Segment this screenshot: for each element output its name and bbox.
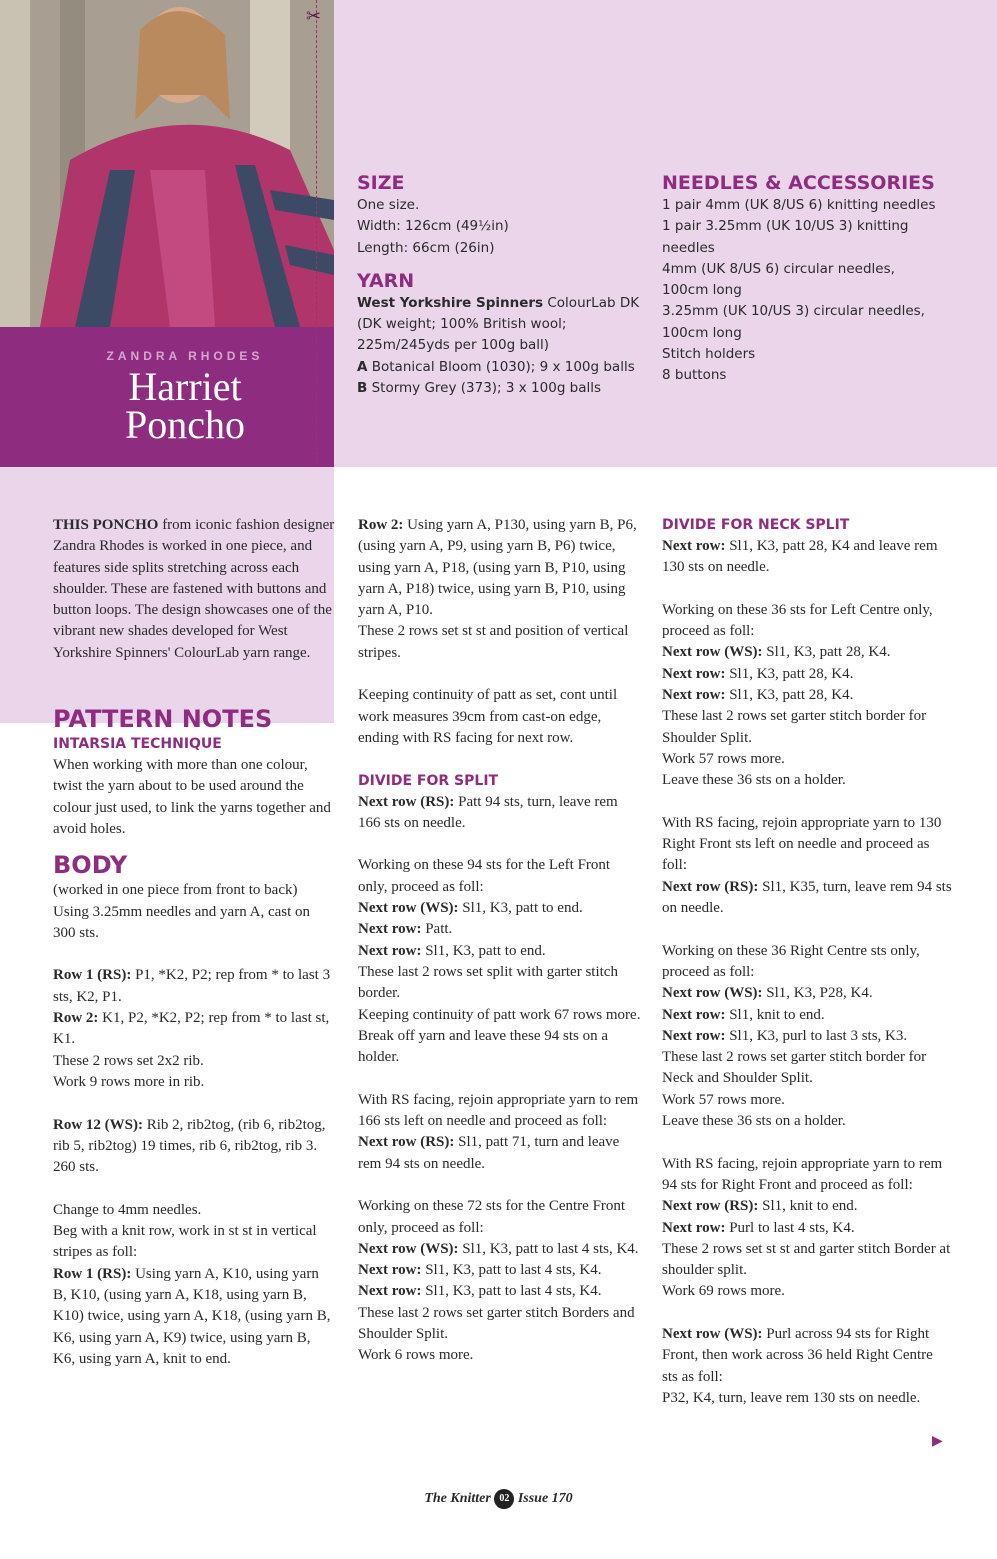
neck-row-7: Next row: Sl1, knit to end. [662, 1006, 825, 1023]
garter-shoulder: These last 2 rows set garter stitch border for Shoulder Split. [662, 708, 927, 746]
leave-36: Leave these 36 sts on a holder. [662, 772, 846, 789]
yarn-line: 225m/245yds per 100g ball) [357, 337, 550, 354]
break-yarn: Break off yarn and leave these 94 sts on a holder. [358, 1027, 609, 1066]
body-row-1: Row 1 (RS): P1, *K2, P2; rep from * to last 3 sts, K2, P1. [53, 967, 331, 1005]
yarn-heading: YARN [357, 269, 415, 292]
needles-line: 3.25mm (UK 10/US 3) circular needles, [662, 303, 925, 320]
keeping-continuity: Keeping continuity of patt as set, cont until work measures 39cm from cast-on edge, ending with RS facing for next row. [358, 687, 618, 746]
needles-block [662, 171, 962, 387]
split-row-3: Next row: Patt. [358, 921, 453, 938]
yarn-lines [357, 293, 647, 399]
body-rib-more: Work 9 rows more in rib. [53, 1073, 205, 1090]
size-yarn-block [357, 171, 647, 399]
split-row-2: Next row (WS): Sl1, K3, patt to end. [358, 900, 583, 917]
working-left-front: Working on these 94 sts for the Left Front only, proceed as foll: [358, 857, 611, 895]
neck-row-3: Next row: Sl1, K3, patt 28, K4. [662, 665, 854, 682]
body-sts: 260 sts. [53, 1159, 99, 1176]
needles-line: Stitch holders [662, 346, 756, 363]
scissors-icon: ✂ [306, 6, 322, 26]
column-3 [662, 515, 952, 1409]
divide-neck-heading: DIVIDE FOR NECK SPLIT [662, 517, 850, 533]
body-change: Change to 4mm needles. [53, 1201, 202, 1218]
body-stripe-row-1: Row 1 (RS): Using yarn A, K10, using yarn B, K10, (using yarn A, K18, using yarn B, K10) twice, using yarn A, K18, (using yarn B, K6, using yarn A, K9) twice, using yarn B, K6, using yarn A, knit to end. [53, 1265, 331, 1367]
needles-line: 1 pair 4mm (UK 8/US 6) knitting needles [662, 197, 936, 213]
needles-line: 4mm (UK 8/US 6) circular needles, [662, 260, 895, 277]
working-centre-front: Working on these 72 sts for the Centre Front only, proceed as foll: [358, 1198, 626, 1236]
working-left-centre: Working on these 36 sts for Left Centre only, proceed as foll: [662, 601, 933, 640]
p32-row: P32, K4, turn, leave rem 130 sts on needle. [662, 1389, 921, 1406]
yarn-b: B Stormy Grey (373); 3 x 100g balls [357, 380, 602, 397]
neck-row-10: Next row: Purl to last 4 sts, K4. [662, 1219, 855, 1236]
work-69: Work 69 rows more. [662, 1283, 785, 1300]
size-lines [357, 195, 647, 259]
stripe-row-2: Row 2: Using yarn A, P130, using yarn B, P6, (using yarn A, P9, using yarn B, P6) twice, using yarn A, P18, (using yarn B, P10, using yarn A, P18) twice, using yarn B, P10, using yarn A, P10. [358, 517, 637, 619]
continue-arrow-icon[interactable]: ▶ [932, 1434, 943, 1449]
magazine-name: The Knitter [424, 1491, 491, 1507]
split-row-6: Next row (WS): Sl1, K3, patt to last 4 sts, K4. [358, 1240, 639, 1257]
needles-line: 100cm long [662, 282, 742, 299]
needles-lines [662, 195, 962, 387]
neck-row-11: Next row (WS): Purl across 94 sts for Right Front, then work across 36 held Right Centre sts as foll: [662, 1325, 933, 1385]
keep-67: Keeping continuity of patt work 67 rows more. [358, 1006, 641, 1023]
cut-line [316, 0, 317, 495]
garter-borders: These last 2 rows set garter stitch Borders and Shoulder Split. [358, 1304, 635, 1342]
issue-number: Issue 170 [517, 1491, 573, 1507]
garter-border: These last 2 rows set split with garter stitch border. [358, 963, 618, 1002]
split-row-1: Next row (RS): Patt 94 sts, turn, leave rem 166 sts on needle. [358, 793, 618, 831]
model-photo [0, 0, 334, 327]
title-line-1: Harriet [128, 364, 242, 409]
body-heading: BODY [53, 851, 128, 880]
neck-row-9: Next row (RS): Sl1, knit to end. [662, 1198, 858, 1215]
page-footer [0, 1489, 997, 1509]
rejoin-166: With RS facing, rejoin appropriate yarn to rem 166 sts left on needle and proceed as foll: [358, 1091, 639, 1130]
leave-36b: Leave these 36 sts on a holder. [662, 1113, 846, 1130]
rejoin-130: With RS facing, rejoin appropriate yarn to 130 Right Front sts left on needle and proceed as foll: [662, 814, 942, 874]
needles-heading: NEEDLES & ACCESSORIES [662, 172, 935, 194]
designer-name: ZANDRA RHODES [106, 349, 264, 363]
body-rib-set: These 2 rows set 2x2 rib. [53, 1052, 204, 1069]
split-row-7: Next row: Sl1, K3, patt to last 4 sts, K4. [358, 1262, 602, 1279]
work-57b: Work 57 rows more. [662, 1091, 785, 1108]
yarn-a: A Botanical Bloom (1030); 9 x 100g balls [357, 358, 635, 375]
title-line-2: Poncho [125, 402, 245, 447]
size-line: One size. [357, 197, 420, 213]
intarsia-heading: INTARSIA TECHNIQUE [53, 736, 222, 753]
page-number: 02 [494, 1489, 514, 1509]
neck-row-4: Next row: Sl1, K3, patt 28, K4. [662, 687, 854, 704]
neck-row-8: Next row: Sl1, K3, purl to last 3 sts, K3. [662, 1027, 908, 1044]
working-right-centre: Working on these 36 Right Centre sts only, proceed as foll: [662, 942, 920, 980]
page-title [0, 364, 370, 447]
size-line: Length: 66cm (26in) [357, 239, 495, 256]
neck-row-1: Next row: Sl1, K3, patt 28, K4 and leave rem 130 sts on needle. [662, 538, 938, 576]
body-row-12: Row 12 (WS): Rib 2, rib2tog, (rib 6, rib2tog, rib 5, rib2tog) 19 times, rib 6, rib2tog, rib 3. [53, 1116, 326, 1154]
st-st-set: These 2 rows set st st and garter stitch Border at shoulder split. [662, 1240, 951, 1279]
intro-text: THIS PONCHO from iconic fashion designer Zandra Rhodes is worked in one piece, and features side splits stretching across each shoulder. These are fastened with buttons and button loops. The design showcases one of the vibrant new shades developed for West Yorkshire Spinners' ColourLab yarn range. [53, 517, 335, 661]
needles-line: 8 buttons [662, 367, 727, 384]
size-heading: SIZE [357, 172, 405, 194]
split-row-4: Next row: Sl1, K3, patt to end. [358, 942, 546, 959]
neck-row-5: Next row (RS): Sl1, K35, turn, leave rem 94 sts on needle. [662, 878, 952, 917]
pattern-notes-heading: PATTERN NOTES [53, 705, 273, 734]
split-row-5: Next row (RS): Sl1, patt 71, turn and leave rem 94 sts on needle. [358, 1134, 620, 1172]
split-row-8: Next row: Sl1, K3, patt to last 4 sts, K4. [358, 1283, 602, 1300]
yarn-line: (DK weight; 100% British wool; [357, 316, 567, 333]
body-beg: Beg with a knit row, work in st st in vertical stripes as foll: [53, 1223, 317, 1261]
column-2 [358, 515, 642, 1367]
column-1 [53, 515, 335, 1370]
divide-split-heading: DIVIDE FOR SPLIT [358, 772, 499, 789]
body-intro: (worked in one piece from front to back) Using 3.25mm needles and yarn A, cast on 300 sts. [53, 882, 311, 941]
garter-neck: These last 2 rows set garter stitch border for Neck and Shoulder Split. [662, 1049, 927, 1087]
work-6: Work 6 rows more. [358, 1347, 474, 1364]
rejoin-94: With RS facing, rejoin appropriate yarn to rem 94 sts for Right Front and proceed as foll: [662, 1155, 943, 1193]
intarsia-text: When working with more than one colour, twist the yarn about to be used around the colour just used, to link the yarns together and avoid holes. [53, 757, 331, 837]
body-row-2: Row 2: K1, P2, *K2, P2; rep from * to last st, K1. [53, 1010, 330, 1048]
size-line: Width: 126cm (49½in) [357, 218, 509, 235]
needles-line: needles [662, 239, 715, 256]
stripe-set: These 2 rows set st st and position of vertical stripes. [358, 623, 629, 661]
needles-line: 1 pair 3.25mm (UK 10/US 3) knitting [662, 218, 909, 235]
neck-row-6: Next row (WS): Sl1, K3, P28, K4. [662, 985, 873, 1002]
yarn-brand: West Yorkshire Spinners ColourLab DK [357, 294, 640, 311]
work-57: Work 57 rows more. [662, 750, 785, 767]
needles-line: 100cm long [662, 324, 742, 341]
neck-row-2: Next row (WS): Sl1, K3, patt 28, K4. [662, 644, 891, 661]
